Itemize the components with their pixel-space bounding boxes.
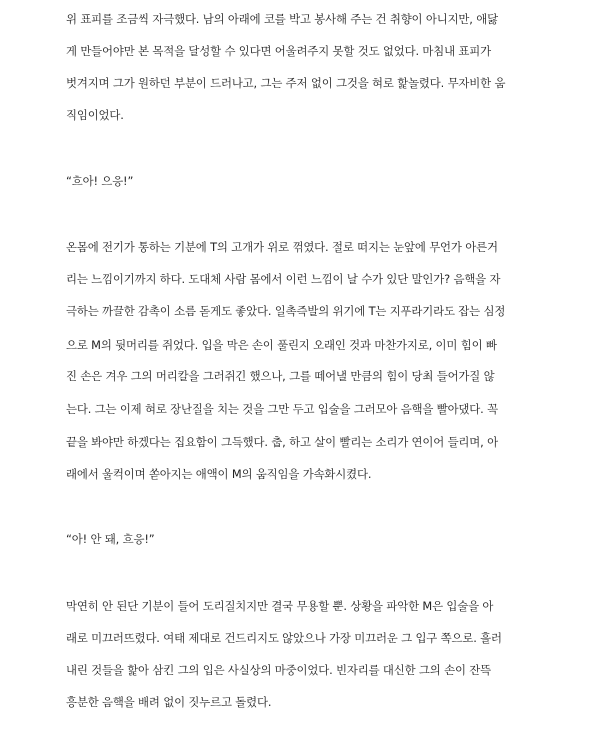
text-line: 으로 M의 뒷머리를 쥐었다. 입을 막은 손이 풀린지 오래인 것과 마찬가지로, 이미 힘이 빠: [66, 338, 497, 352]
text-line: 직임이었다.: [66, 108, 124, 122]
text-line: 는다. 그는 이제 혀로 장난질을 치는 것을 그만 두고 입술을 그러모아 음핵을 빨아댔다. 꼭: [66, 402, 498, 416]
text-line: 극하는 까끌한 감촉이 소름 돋게도 좋았다. 일촉즉발의 위기에 T는 지푸라기라도 잡는 심정: [66, 304, 506, 318]
text-line: 끝을 봐야만 하겠다는 집요함이 그득했다. 춥, 하고 살이 빨리는 소리가 연이어 들리며, 아: [66, 435, 498, 449]
text-line: 진 손은 겨우 그의 머리칼을 그러쥐긴 했으나, 그를 떼어낼 만큼의 힘이 당최 들어가질 않: [66, 369, 495, 383]
text-line: 흥분한 음핵을 배려 없이 짓누르고 돌렸다.: [66, 695, 272, 709]
text-line: 래로 미끄러뜨렸다. 여태 제대로 건드리지도 않았으나 가장 미끄러운 그 입구 쪽으로. 흘러: [66, 631, 502, 645]
text-line: 위 표피를 조금씩 자극했다. 남의 아래에 코를 박고 봉사해 주는 건 취향이 아니지만, 애닳: [66, 12, 498, 26]
text-line: 온몸에 전기가 통하는 기분에 T의 고개가 위로 꺾였다. 절로 떠지는 눈앞에 무언가 아른거: [66, 240, 498, 254]
text-line: 게 만들어야만 본 목적을 달성할 수 있다면 어울려주지 못할 것도 없었다. 마침내 표피가: [66, 44, 491, 58]
text-line: 벗겨지며 그가 원하던 부분이 드러나고, 그는 주저 없이 그것을 혀로 핥놀렸다. 무자비한 움: [66, 76, 506, 90]
dialogue-line: “아! 안 돼, 흐응!”: [66, 532, 155, 546]
dialogue-line: “흐아! 으응!”: [66, 174, 134, 188]
text-line: 내린 것들을 핥아 삼킨 그의 입은 사실상의 마중이었다. 빈자리를 대신한 그의 손이 잔뜩: [66, 663, 491, 677]
text-line: 막연히 안 된단 기분이 들어 도리질치지만 결국 무용할 뿐. 상황을 파악한 M은 입술을 아: [66, 599, 494, 613]
text-line: 래에서 울컥이며 쏟아지는 애액이 M의 움직임을 가속화시켰다.: [66, 467, 372, 481]
text-line: 리는 느낌이기까지 하다. 도대체 사람 몸에서 이런 느낌이 날 수가 있단 말인가? 음핵을 자: [66, 272, 501, 286]
